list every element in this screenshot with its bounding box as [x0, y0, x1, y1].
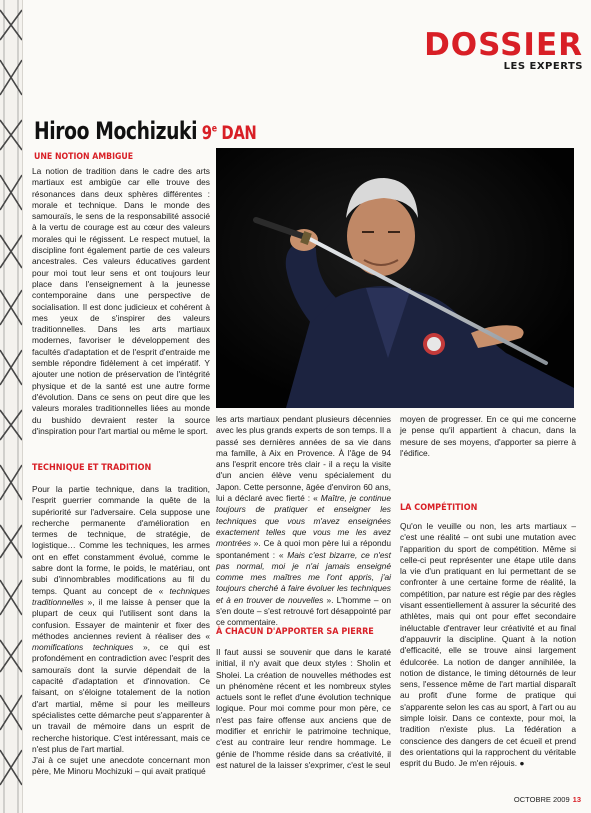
anecdote-paragraph — [216, 414, 391, 629]
section-subtitle: LES EXPERTS — [503, 61, 583, 72]
technique-quote-a: techniques traditionnelles — [32, 585, 210, 607]
anecdote-quote-a: Maître, je continue toujours de pratiquer et enseigner les techniques que vous m'avez enseignées exactement telles que vous me les avez montrées — [216, 493, 391, 549]
anecdote-quote-b: Mais c'est bizarre, ce n'est pas normal, moi je n'ai jamais enseigné comme mes maîtres me l'ont appris, j'ai toujours cherché à faire évoluer les techniques et à en trouver de nouvelles — [216, 549, 391, 605]
page-number: 13 — [572, 795, 581, 804]
rank-superscript: e — [211, 123, 217, 135]
section-header — [424, 27, 583, 72]
technique-column — [32, 484, 210, 778]
competition-paragraph — [400, 521, 576, 770]
bamboo-pattern-icon — [0, 0, 22, 813]
dan-rank — [202, 122, 257, 144]
portrait-photo — [216, 148, 574, 408]
heading-competition: LA COMPÉTITION — [400, 503, 478, 513]
martial-artist-with-sword-illustration — [216, 148, 574, 408]
article-subtitle: UNE NOTION AMBIGUE — [34, 152, 134, 162]
continuation-column — [400, 414, 576, 459]
intro-column — [32, 166, 210, 437]
competition-text: Qu'on le veuille ou non, les arts martiaux – c'est une réalité – ont subi une mutation avec l'apparition du sport de compétition. Même si celle-ci peut représenter une étape utile dans la vie d'un pratiquant en lui permettant de se confronter à une certaine forme de réalité, la compétition, par nature est régie par des règles visant essentiellement à assurer la sécurité des athlètes, mais qui ont pour effet secondaire inéluctable d'entraver leur créativité et au final d'appauvrir la discipline. Quant à la notion d'efficacité, elle se trouve ainsi largement édulcorée. La notion de danger annihilée, la notion de distance, le timing détournés de leur sens, l'essence même de l'art martial disparaît au profit d'une forme de pratique qui s'apparente selon les cas au sport, à l'art ou au simple loisir. Dans ce contexte, pour moi, la tradition n'existe plus. La fédération a conscience des dangers de cet écueil et prend des orientations qui la rapprochent du véritable esprit du Budo. Je m'en réjouis. — [400, 521, 576, 769]
section-title: DOSSIER — [424, 27, 583, 63]
anecdote-text-a: les arts martiaux pendant plusieurs décennies avec les plus grands experts de son temps. Il a passé ses dernières années de sa vie dans ma famille, à Aix en Provence. À l'âge de 94 ans l'esprit encore très clair - il a reçu la visite d'un ancien élève venu spécialement du Japon. Cette personne, âgée d'environ 60 ans, lui a déclaré avec fierté : « — [216, 414, 391, 504]
intro-paragraph: La notion de tradition dans le cadre des arts martiaux est ambigüe car elle trouve des résonances dans deux sphères différentes : morale et technique. Dans le monde des samouraïs, le sens de la responsabilité associé à la vertu de courage est au cœur des valeurs morales qui le régissent. Le respect mutuel, la discipline font également partie de ces valeurs ancestrales. Ces valeurs éducatives gardent pour moi tout leur sens et ont toujours leur place dans l'enseignement à la jeunesse contemporaine dans une perspective de socialisation. Il est donc judicieux et cohérent à mes yeux de s'inspirer des valeurs traditionnelles. Dans les arts martiaux modernes, favoriser le développement des facultés d'adaptation et de l'esprit d'entraide me semble répondre fidèlement à cet impératif. Y ajouter une notion de préservation de l'intégrité physique et de la santé est une autre forme d'évolution. Dans ce sens on peut dire que les valeurs morales traditionnelles liées au monde du bushido devraient rester la source d'inspiration pour l'art martial ou même le sport. — [32, 166, 210, 436]
technique-paragraph-1 — [32, 484, 210, 755]
technique-text-c: », ce qui est profondément en contradiction avec l'esprit des samouraïs dont la survie dépendait de la capacité d'adaptation et d'innovation. Ce faisant, on s'éloigne totalement de la notion d'art martial, même si pour les meilleurs spécialistes cette démarche peut s'apparenter à un travail de mémoire dans un esprit de recherche historique. C'est intéressant, mais ce n'est plus de l'art martial. — [32, 642, 210, 754]
heading-chacun: À CHACUN D'APPORTER SA PIERRE — [216, 627, 374, 637]
technique-paragraph-2: J'ai à ce sujet une anecdote concernant mon père, Me Minoru Mochizuki – qui avait pratiqué — [32, 755, 210, 777]
technique-text-a: Pour la partie technique, dans la tradition, l'esprit guerrier commande la quête de la supériorité sur l'adversaire. Cela suppose une recherche permanente d'amélioration en termes de technique, de stratégie, de logistique… Comme les techniques, les armes ont en effet constamment évolué, comme le sabre dont la forme, le poids, le matériau, ont subi d'innombrables modifications au fil du temps. Quant au concept de « — [32, 484, 210, 596]
technique-quote-b: momifications techniques — [32, 642, 134, 653]
issue-date: OCTOBRE 2009 — [513, 795, 570, 804]
end-mark-icon: ● — [519, 758, 525, 769]
continuation-paragraph: moyen de progresser. En ce qui me concerne je pense qu'il appartient à chacun, dans la mesure de ses moyens, d'apporter sa pierre à l'édifice. — [400, 414, 576, 458]
anecdote-column — [216, 414, 391, 629]
anecdote-text-b: ». Ce à quoi mon père lui a répondu spontanément : « — [216, 538, 391, 560]
chacun-column — [216, 647, 391, 771]
technique-text-b: », il me laisse à penser que la plupart de ceux qui l'utilisent sont dans la confusion. Essayer de maintenir et fixer des méthodes anciennes revient à réaliser des « — [32, 596, 210, 641]
heading-technique: TECHNIQUE ET TRADITION — [32, 463, 152, 473]
rank-suffix: DAN — [221, 122, 257, 144]
chacun-paragraph: Il faut aussi se souvenir que dans le karaté initial, il n'y avait que deux styles : Sholin et Sholei. La création de nouvelles méthodes est un phénomène récent et les nombreux styles actuels sont le reflet d'une évolution technique logique. Pour moi comme pour mon père, ce n'est pas faire offense aux anciens que de modifier et enrichir le patrimoine technique, c'est au contraire leur rendre hommage. Le génie de l'homme réside dans sa créativité, il est naturel de la laisser s'exprimer, c'est le seul — [216, 647, 391, 770]
article-title — [34, 117, 256, 145]
anecdote-text-c: ». L'homme – on s'en doute – s'est retrouvé fort désappointé par ce commentaire. — [216, 594, 392, 628]
competition-column — [400, 521, 576, 770]
page-footer — [514, 795, 581, 804]
decorative-side-border — [0, 0, 23, 813]
expert-name: Hiroo Mochizuki — [34, 117, 198, 145]
rank-number: 9 — [201, 122, 212, 144]
